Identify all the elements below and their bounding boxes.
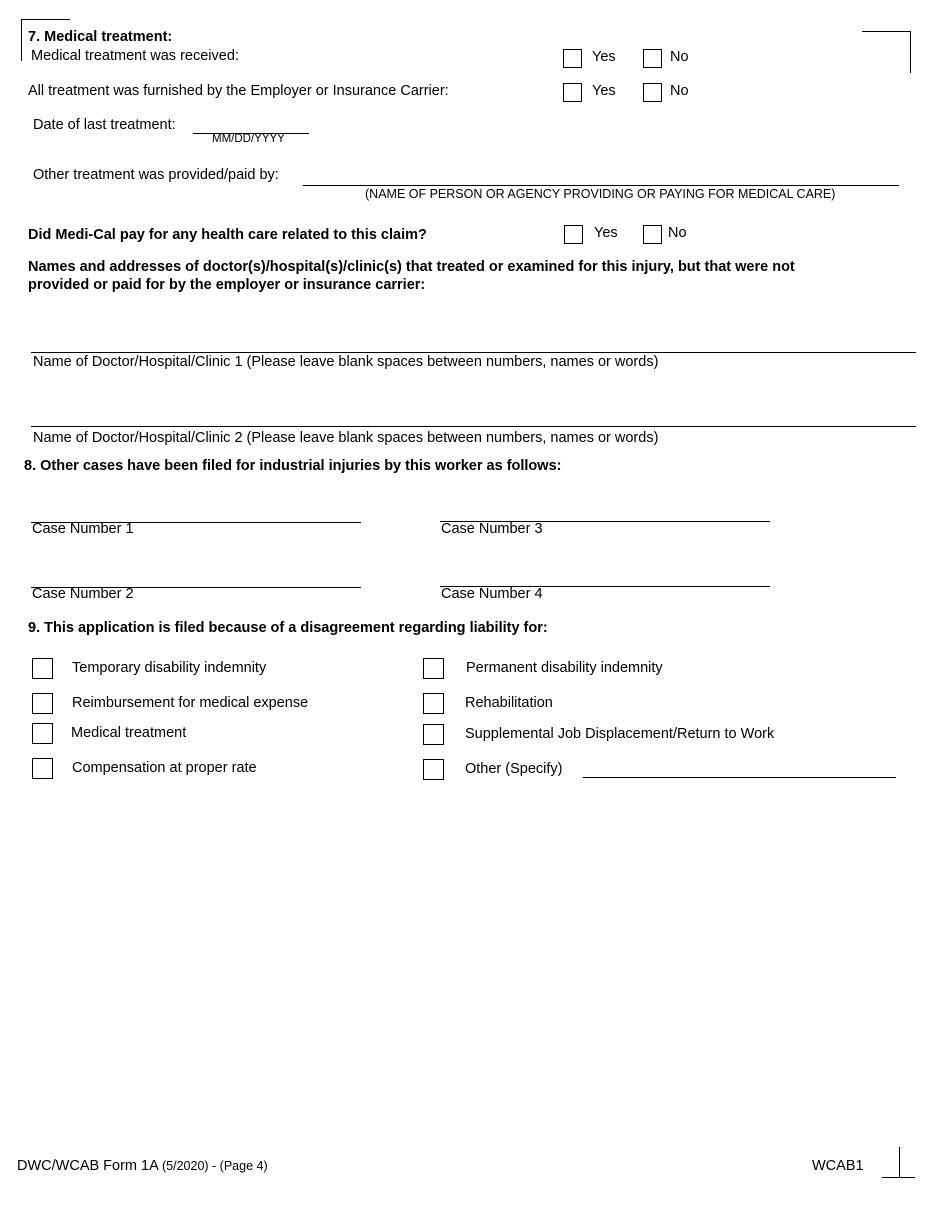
names-addresses-instruction-line2: provided or paid for by the employer or insurance carrier: [28,277,426,293]
corner-mark-bottom-right [882,1177,915,1178]
medical-no-label: No [668,225,687,241]
treatment-received-label: Medical treatment was received: [31,48,239,64]
rehabilitation-checkbox[interactable] [423,693,444,714]
temporary-disability-label: Temporary disability indemnity [72,660,267,676]
corner-mark-bottom-right-vertical [899,1147,900,1178]
doctor1-label: Name of Doctor/Hospital/Clinic 1 (Please leave blank spaces between numbers, names or words) [33,354,659,370]
other-specify-checkbox[interactable] [423,759,444,780]
footer-code: WCAB1 [812,1158,864,1174]
other-treatment-field[interactable] [303,185,899,186]
case3-label: Case Number 3 [441,521,543,537]
other-treatment-label: Other treatment was provided/paid by: [33,167,279,183]
section9-heading: 9. This application is filed because of a disagreement regarding liability for: [28,620,548,636]
footer-form-name: DWC/WCAB Form 1A [17,1158,158,1174]
corner-mark-top-right-vertical [910,31,911,73]
medical-expense-checkbox[interactable] [32,693,53,714]
treatment-received-yes-label: Yes [592,49,616,65]
last-treatment-date-hint: MM/DD/YYYY [212,133,285,145]
medical-question: Did Medi-Cal pay for any health care related to this claim? [28,227,427,243]
section7-heading: 7. Medical treatment: [28,29,173,45]
permanent-disability-label: Permanent disability indemnity [466,660,663,676]
footer-form-id [17,1158,268,1174]
job-displacement-label: Supplemental Job Displacement/Return to Work [465,726,775,742]
corner-mark-top-left [22,19,70,20]
other-specify-label: Other (Specify) [465,761,563,777]
rehabilitation-label: Rehabilitation [465,695,553,711]
medical-treatment-label: Medical treatment [71,725,187,741]
permanent-disability-checkbox[interactable] [423,658,444,679]
doctor2-field[interactable] [31,426,916,427]
corner-mark-top-left-vertical [21,19,22,61]
other-treatment-hint: (NAME OF PERSON OR AGENCY PROVIDING OR PAYING FOR MEDICAL CARE) [365,187,836,201]
other-specify-field[interactable] [583,777,896,778]
treatment-received-no-checkbox[interactable] [643,49,662,68]
medical-treatment-checkbox[interactable] [32,723,53,744]
corner-mark-top-right [862,31,911,32]
names-addresses-instruction-line1: Names and addresses of doctor(s)/hospital(s)/clinic(s) that treated or examined for this injury, but that were not [28,259,795,275]
temporary-disability-checkbox[interactable] [32,658,53,679]
treatment-furnished-yes-checkbox[interactable] [563,83,582,102]
medical-expense-label: Reimbursement for medical expense [72,695,309,711]
treatment-received-no-label: No [670,49,689,65]
job-displacement-checkbox[interactable] [423,724,444,745]
treatment-received-yes-checkbox[interactable] [563,49,582,68]
treatment-furnished-no-checkbox[interactable] [643,83,662,102]
treatment-furnished-no-label: No [670,83,689,99]
treatment-furnished-yes-label: Yes [592,83,616,99]
section8-heading: 8. Other cases have been filed for industrial injuries by this worker as follows: [24,458,562,474]
doctor2-label: Name of Doctor/Hospital/Clinic 2 (Please leave blank spaces between numbers, names or words) [33,430,659,446]
proper-rate-checkbox[interactable] [32,758,53,779]
footer-form-version: (5/2020) - (Page 4) [162,1159,268,1173]
case4-label: Case Number 4 [441,586,543,602]
medical-yes-checkbox[interactable] [564,225,583,244]
medical-no-checkbox[interactable] [643,225,662,244]
doctor1-field[interactable] [31,352,916,353]
case2-label: Case Number 2 [32,586,134,602]
case1-label: Case Number 1 [32,521,134,537]
treatment-furnished-label: All treatment was furnished by the Employer or Insurance Carrier: [28,83,449,99]
medical-yes-label: Yes [594,225,618,241]
proper-rate-label: Compensation at proper rate [72,760,257,776]
last-treatment-label: Date of last treatment: [33,117,176,133]
